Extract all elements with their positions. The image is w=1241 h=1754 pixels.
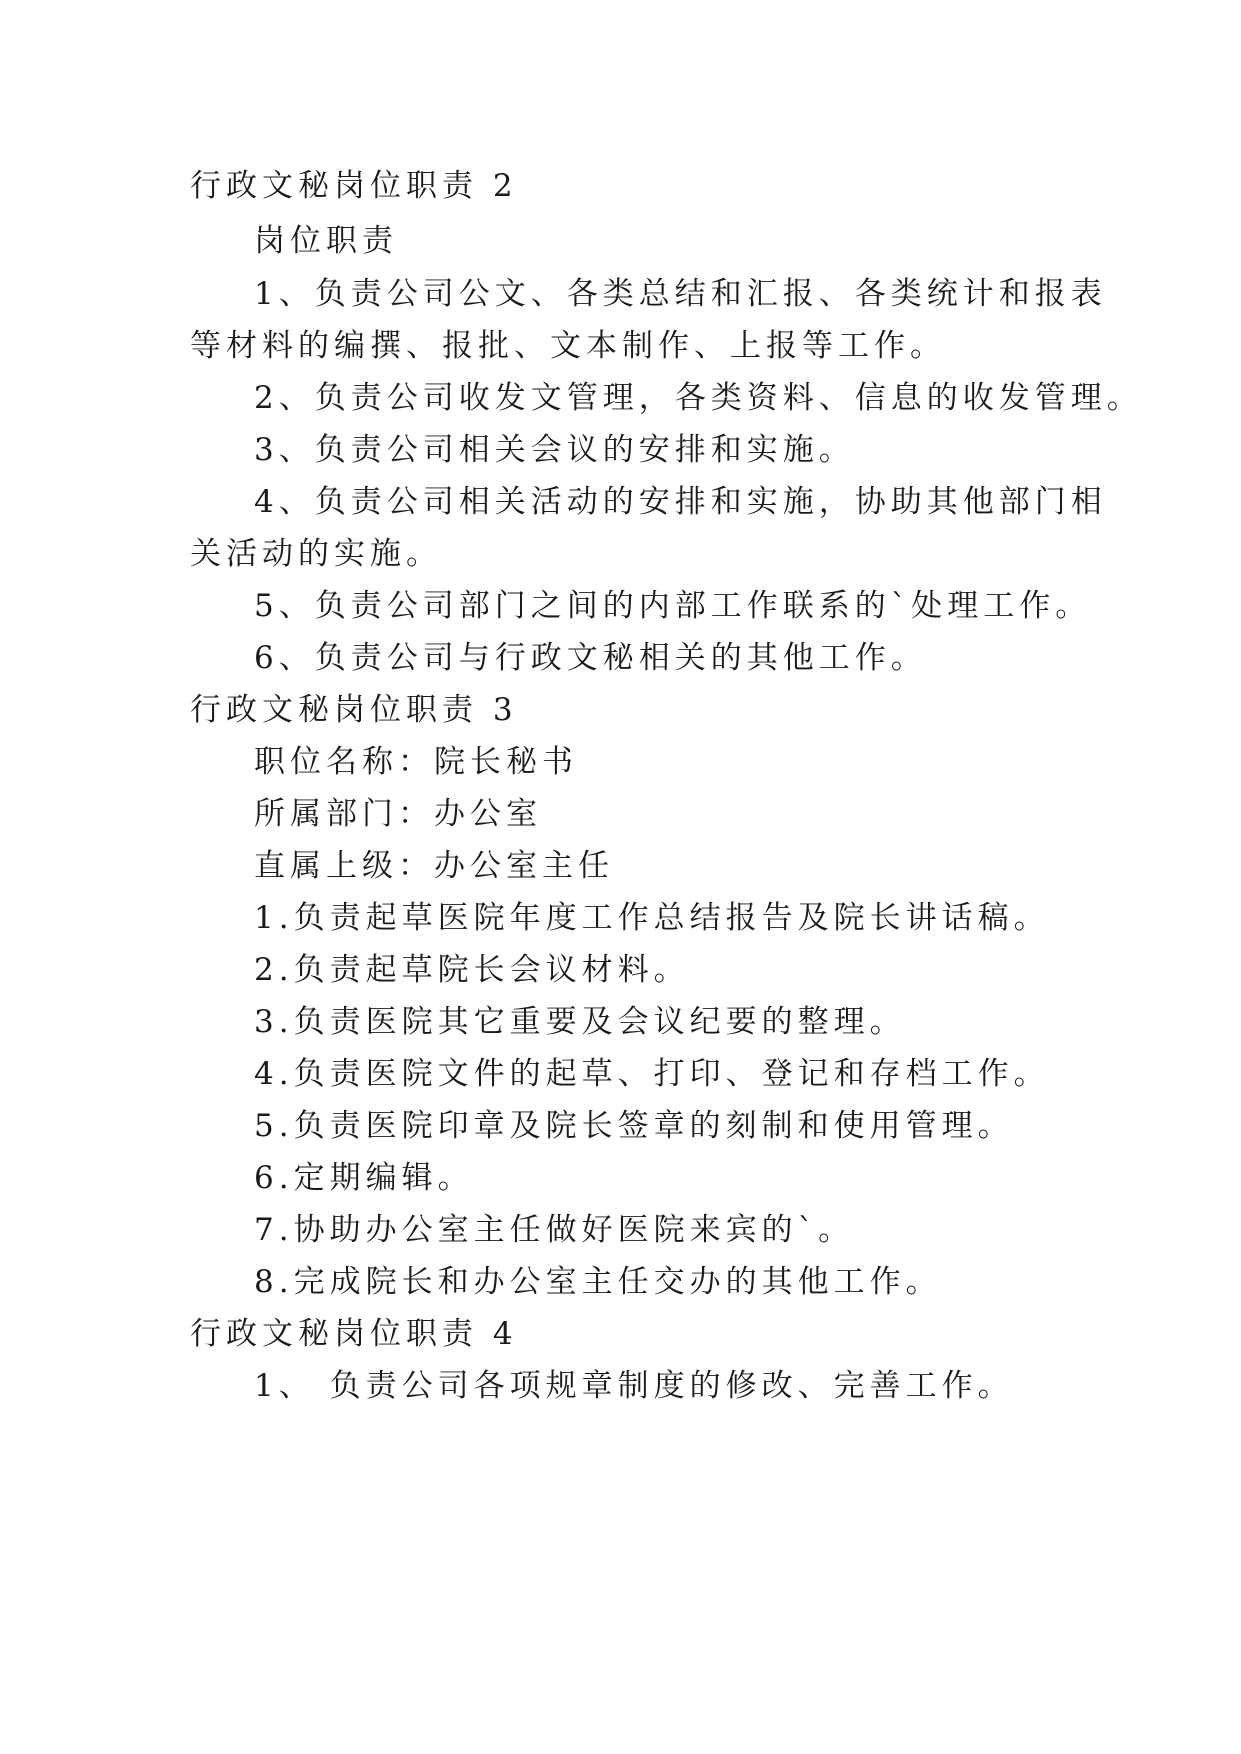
info-line: 直属上级：办公室主任 <box>254 848 614 884</box>
list-item-continuation: 等材料的编撰、报批、文本制作、上报等工作。 <box>190 328 946 364</box>
section-title: 行政文秘岗位职责 4 <box>190 1316 518 1352</box>
list-item: 2.负责起草院长会议材料。 <box>254 952 690 988</box>
list-item: 1、 负责公司各项规章制度的修改、完善工作。 <box>254 1368 1014 1404</box>
list-item: 3、负责公司相关会议的安排和实施。 <box>254 432 855 468</box>
section-title: 行政文秘岗位职责 2 <box>190 168 518 204</box>
info-line: 所属部门：办公室 <box>254 796 542 832</box>
list-item-continuation: 关活动的实施。 <box>190 536 442 572</box>
list-item: 8.完成院长和办公室主任交办的其他工作。 <box>254 1264 942 1300</box>
list-item: 3.负责医院其它重要及会议纪要的整理。 <box>254 1004 906 1040</box>
list-item: 5、负责公司部门之间的内部工作联系的`处理工作。 <box>254 588 1092 624</box>
subheading: 岗位职责 <box>254 223 398 259</box>
list-item: 4.负责医院文件的起草、打印、登记和存档工作。 <box>254 1056 1050 1092</box>
list-item: 2、负责公司收发文管理，各类资料、信息的收发管理。 <box>254 380 1143 416</box>
list-item: 6.定期编辑。 <box>254 1160 474 1196</box>
info-line: 职位名称：院长秘书 <box>254 744 578 780</box>
list-item: 6、负责公司与行政文秘相关的其他工作。 <box>254 640 927 676</box>
section-title: 行政文秘岗位职责 3 <box>190 692 518 728</box>
list-item: 5.负责医院印章及院长签章的刻制和使用管理。 <box>254 1108 1014 1144</box>
list-item: 1、负责公司公文、各类总结和汇报、各类统计和报表 <box>254 276 1107 312</box>
list-item: 4、负责公司相关活动的安排和实施，协助其他部门相 <box>254 484 1107 520</box>
list-item: 1.负责起草医院年度工作总结报告及院长讲话稿。 <box>254 900 1050 936</box>
list-item: 7.协助办公室主任做好医院来宾的`。 <box>254 1212 855 1248</box>
